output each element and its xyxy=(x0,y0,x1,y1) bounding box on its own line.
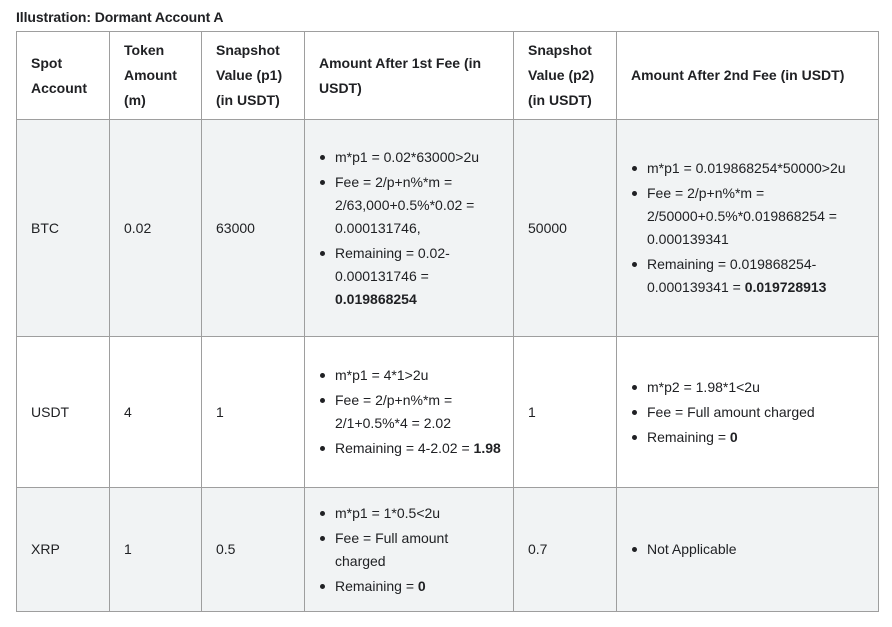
result-value: 0.019868254 xyxy=(335,290,417,307)
cell-snapshot-p2: 0.7 xyxy=(514,488,617,612)
cell-after-second-fee xyxy=(617,488,879,612)
bullet-icon xyxy=(632,435,637,440)
bullet-icon xyxy=(632,262,637,267)
cell-token-amount: 0.02 xyxy=(110,120,202,337)
calc-text: Fee = 2/p+n%*m = 2/1+0.5%*4 = 2.02 xyxy=(335,392,453,431)
calc-item xyxy=(319,364,501,387)
cell-spot-account: USDT xyxy=(17,337,110,488)
calc-item xyxy=(631,376,866,399)
calc-item xyxy=(631,538,866,561)
header-after-first-fee: Amount After 1st Fee (in USDT) xyxy=(305,32,514,120)
bullet-icon xyxy=(320,180,325,185)
calc-item xyxy=(319,389,501,435)
table-header-row xyxy=(17,32,879,120)
cell-after-first-fee xyxy=(305,337,514,488)
calc-item xyxy=(319,575,501,598)
calc-item xyxy=(319,146,501,169)
calc-item xyxy=(631,157,866,180)
result-value: 1.98 xyxy=(473,440,501,456)
calc-text: Fee = Full amount charged xyxy=(335,529,449,569)
calc-text: m*p1 = 1*0.5<2u xyxy=(335,504,441,521)
result-value: 0 xyxy=(417,577,426,594)
cell-token-amount: 4 xyxy=(110,337,202,488)
cell-snapshot-p2: 50000 xyxy=(514,120,617,337)
calc-list xyxy=(631,538,866,561)
calc-item xyxy=(319,437,501,460)
bullet-icon xyxy=(320,536,325,541)
bullet-icon xyxy=(320,584,325,589)
calc-item xyxy=(631,253,866,299)
calc-text: Fee = 2/p+n%*m = 2/63,000+0.5%*0.02 = 0.000131746, xyxy=(335,173,475,236)
cell-after-second-fee xyxy=(617,120,879,337)
calc-item xyxy=(319,527,501,573)
cell-spot-account: XRP xyxy=(17,488,110,612)
table-row xyxy=(17,488,879,612)
cell-snapshot-p1: 1 xyxy=(202,337,305,488)
bullet-icon xyxy=(320,511,325,516)
header-snapshot-p1: Snapshot Value (p1) (in USDT) xyxy=(202,32,305,120)
calc-text: Remaining = 0.02-0.000131746 = xyxy=(335,244,450,284)
result-value: 0 xyxy=(729,428,738,445)
cell-snapshot-p1: 0.5 xyxy=(202,488,305,612)
calc-text: Fee = 2/p+n%*m = 2/50000+0.5%*0.019868254 = 0.000139341 xyxy=(647,185,837,247)
page-title: Illustration: Dormant Account A xyxy=(16,9,224,25)
header-after-second-fee: Amount After 2nd Fee (in USDT) xyxy=(617,32,879,120)
bullet-icon xyxy=(320,155,325,160)
cell-token-amount: 1 xyxy=(110,488,202,612)
bullet-icon xyxy=(632,191,637,196)
bullet-icon xyxy=(320,398,325,403)
fee-table xyxy=(16,31,879,612)
result-value: 0.019728913 xyxy=(744,279,827,295)
calc-text: m*p2 = 1.98*1<2u xyxy=(647,378,760,395)
header-snapshot-p2: Snapshot Value (p2) (in USDT) xyxy=(514,32,617,120)
cell-snapshot-p2: 1 xyxy=(514,337,617,488)
bullet-icon xyxy=(632,547,637,552)
bullet-icon xyxy=(320,446,325,451)
calc-item xyxy=(631,182,866,251)
calc-text: m*p1 = 4*1>2u xyxy=(335,367,429,383)
calc-item xyxy=(319,171,501,240)
calc-text: Fee = Full amount charged xyxy=(647,403,815,420)
table-row xyxy=(17,120,879,337)
header-token-amount: Token Amount (m) xyxy=(110,32,202,120)
calc-text: Remaining = 4-2.02 = xyxy=(335,440,474,456)
cell-after-first-fee xyxy=(305,120,514,337)
bullet-icon xyxy=(320,251,325,256)
cell-spot-account: BTC xyxy=(17,120,110,337)
cell-after-second-fee xyxy=(617,337,879,488)
calc-text: Remaining = xyxy=(647,428,730,445)
cell-snapshot-p1: 63000 xyxy=(202,120,305,337)
calc-text: Not Applicable xyxy=(647,541,737,557)
calc-item xyxy=(631,401,866,424)
calc-list xyxy=(319,502,501,598)
bullet-icon xyxy=(632,385,637,390)
calc-text: m*p1 = 0.02*63000>2u xyxy=(335,148,480,165)
calc-list xyxy=(631,157,866,299)
calc-text: Remaining = 0.019868254-0.000139341 = xyxy=(647,256,817,295)
calc-item xyxy=(319,502,501,525)
table-row xyxy=(17,337,879,488)
header-spot-account: Spot Account xyxy=(17,32,110,120)
cell-after-first-fee xyxy=(305,488,514,612)
calc-text: m*p1 = 0.019868254*50000>2u xyxy=(647,160,846,176)
calc-list xyxy=(319,146,501,311)
calc-item xyxy=(319,242,501,311)
calc-list xyxy=(631,376,866,449)
calc-list xyxy=(319,364,501,460)
bullet-icon xyxy=(632,166,637,171)
calc-text: Remaining = xyxy=(335,577,418,594)
bullet-icon xyxy=(320,373,325,378)
calc-item xyxy=(631,426,866,449)
bullet-icon xyxy=(632,410,637,415)
